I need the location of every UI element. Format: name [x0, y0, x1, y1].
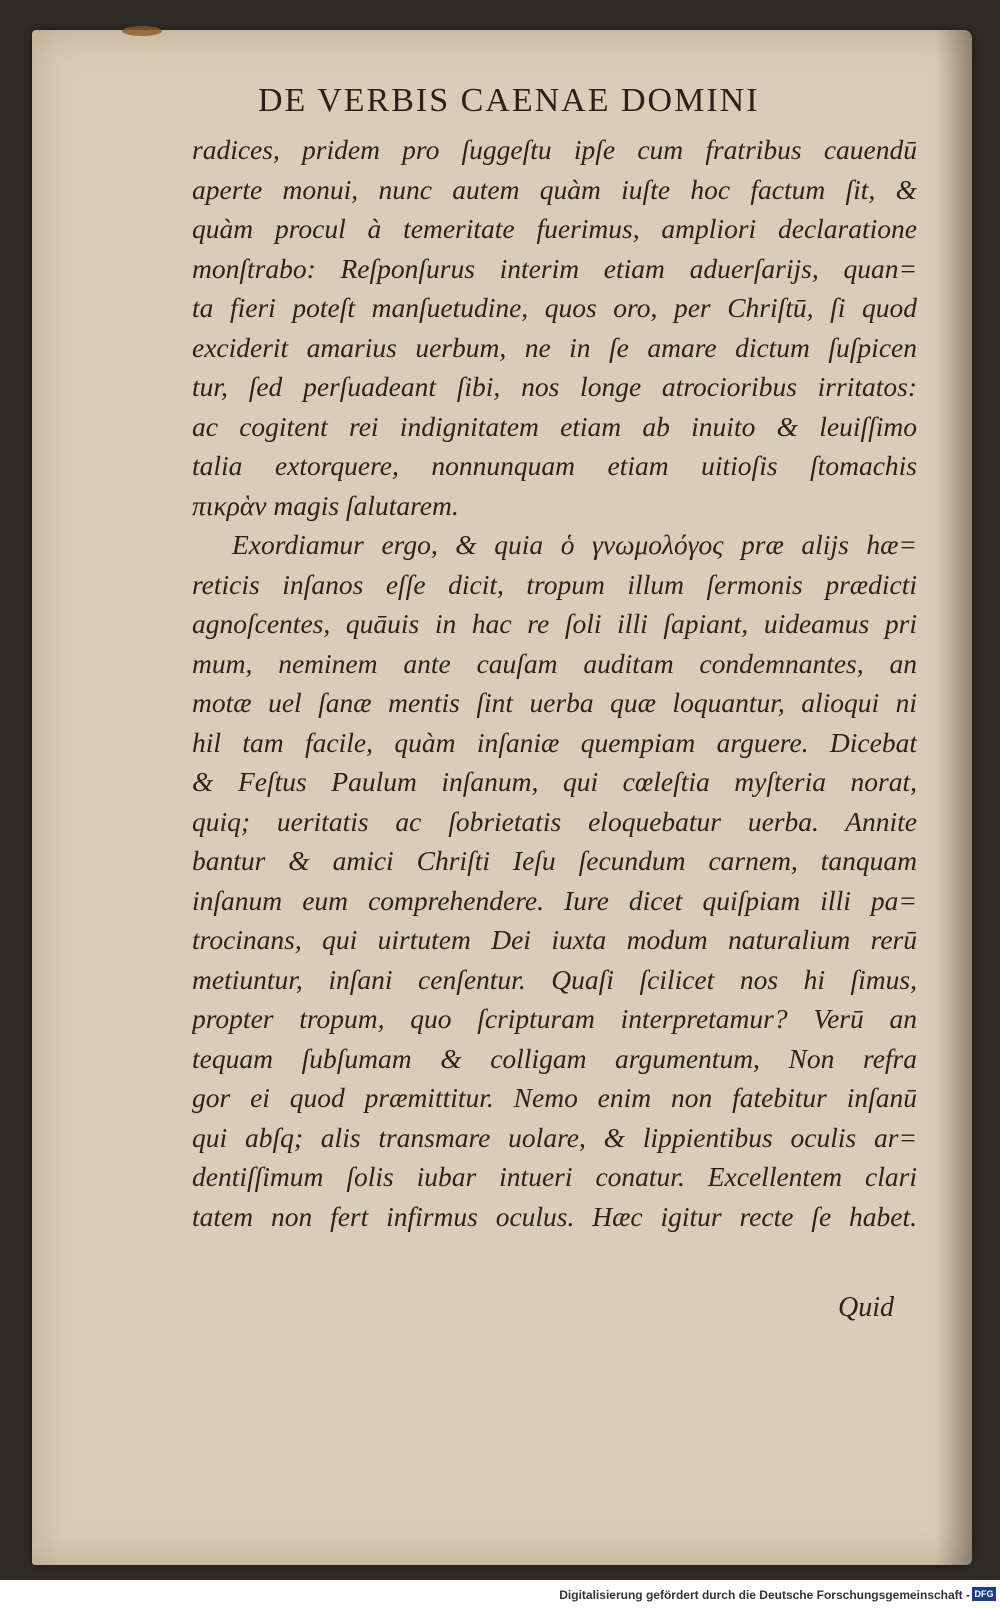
page-gutter-shadow [936, 30, 972, 1565]
text-line: dentiſſimum ſolis iubar intueri conatur. Excellentem clari [192, 1161, 917, 1192]
text-line: motæ uel ſanæ mentis ſint uerba quæ loquantur, alioqui ni [192, 687, 917, 718]
text-line: quàm procul à temeritate fuerimus, ampliori declaratione [192, 213, 917, 244]
text-line: agnoſcentes, quāuis in hac re ſoli illi ſapiant, uideamus pri [192, 608, 917, 639]
text-line: Exordiamur ergo, & quia ὁ γνωμολόγος præ alijs hæ= [232, 529, 917, 560]
text-line: πικρὰν magis ſalutarem. [192, 489, 459, 521]
text-line: propter tropum, quo ſcripturam interpretamur? Verū an [192, 1003, 917, 1034]
text-line: mum, neminem ante cauſam auditam condemnantes, an [192, 647, 917, 679]
running-head: DE VERBIS CAENAE DOMINI [258, 82, 760, 119]
body-text [192, 130, 917, 1236]
footer-bar [0, 1580, 1000, 1611]
text-line: hil tam facile, quàm inſaniæ quempiam arguere. Dicebat [192, 726, 917, 758]
text-line: trocinans, qui uirtutem Dei iuxta modum naturalium rerū [192, 924, 917, 955]
text-line: tequam ſubſumam & colligam argumentum, Non refra [192, 1042, 917, 1074]
catchword: Quid [838, 1292, 894, 1323]
text-line: metiuntur, inſani cenſentur. Quaſi ſcilicet nos hi ſimus, [192, 963, 917, 995]
text-line: tur, ſed perſuadeant ſibi, nos longe atrocioribus irritatos: [192, 371, 917, 402]
text-line: ta fieri poteſt manſuetudine, quos oro, per Chriſtū, ſi quod [192, 292, 917, 323]
text-line: ac cogitent rei indignitatem etiam ab inuito & leuiſſimo [192, 410, 917, 442]
text-line: bantur & amici Chriſti Ieſu ſecundum carnem, tanquam [192, 845, 917, 876]
text-line: reticis inſanos eſſe dicit, tropum illum ſermonis prædicti [192, 568, 917, 600]
footer-credit: Digitalisierung gefördert durch die Deutsche Forschungsgemeinschaft - [559, 1588, 970, 1602]
text-line: & Feſtus Paulum inſanum, qui cœleſtia myſteria norat, [192, 766, 917, 797]
text-line: aperte monui, nunc autem quàm iuſte hoc factum ſit, & [192, 173, 917, 205]
dfg-logo: DFG [972, 1587, 996, 1601]
text-line: exciderit amarius uerbum, ne in ſe amare dictum ſuſpicen [192, 331, 917, 363]
text-line: inſanum eum comprehendere. Iure dicet quiſpiam illi pa= [192, 884, 917, 916]
text-line: radices, pridem pro ſuggeſtu ipſe cum fratribus cauendū [192, 134, 917, 165]
text-line: monſtrabo: Reſponſurus interim etiam aduerſarijs, quan= [192, 252, 917, 284]
text-line: qui abſq; alis transmare uolare, & lippientibus oculis ar= [192, 1121, 917, 1153]
text-line: quiq; ueritatis ac ſobrietatis eloquebatur uerba. Annite [192, 805, 917, 837]
page-stain [122, 26, 162, 36]
text-line: talia extorquere, nonnunquam etiam uitioſis ſtomachis [192, 450, 917, 481]
text-line: tatem non fert infirmus oculus. Hæc igitur recte ſe habet. [192, 1200, 917, 1232]
text-line: gor ei quod præmittitur. Nemo enim non fatebitur inſanū [192, 1082, 917, 1113]
